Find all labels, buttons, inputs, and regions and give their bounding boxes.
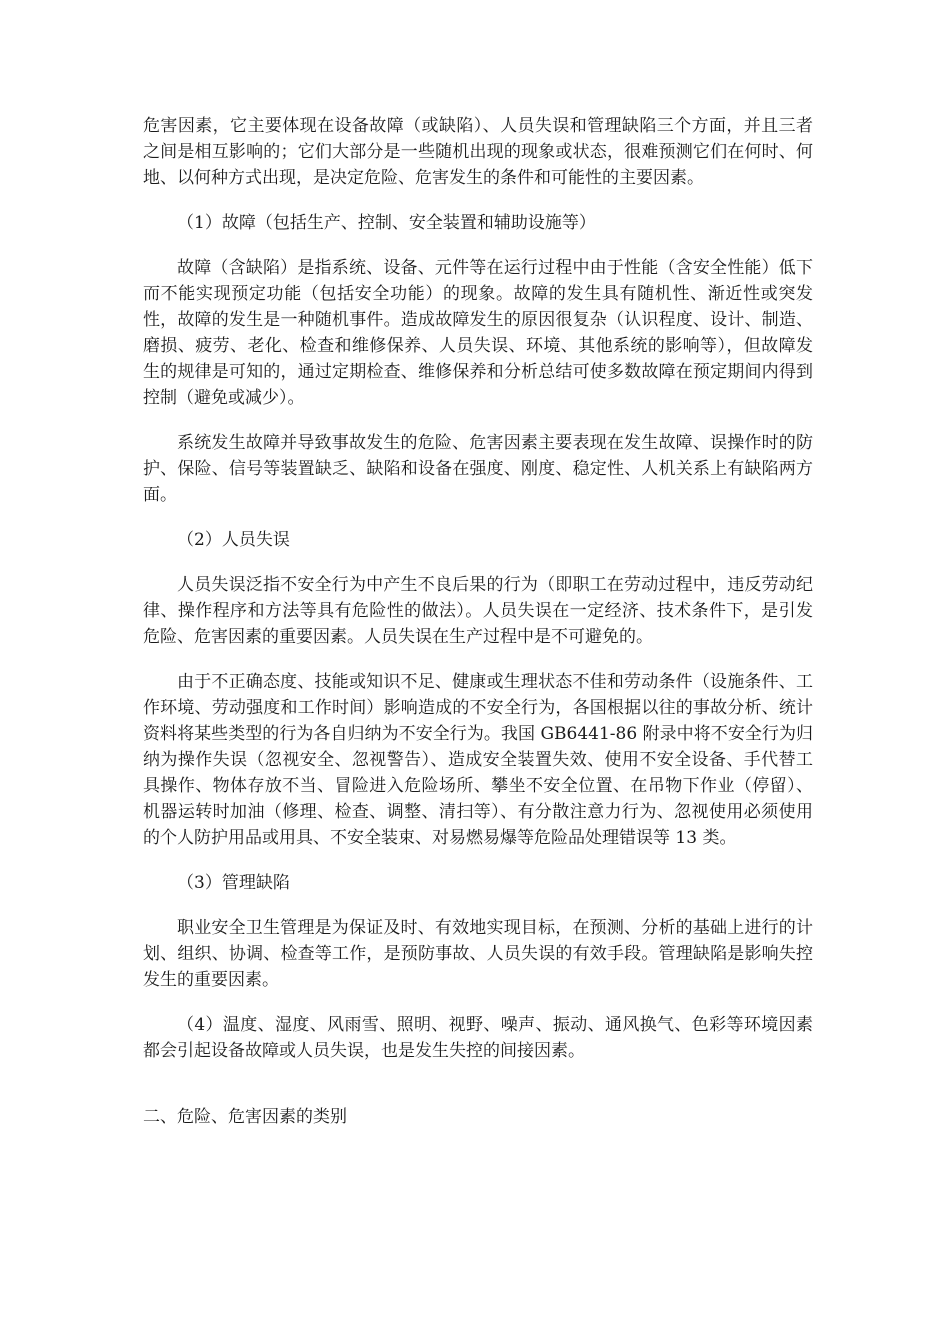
paragraph-fault-definition: 故障（含缺陷）是指系统、设备、元件等在运行过程中由于性能（含安全性能）低下而不能实现预定功能（包括安全功能）的现象。故障的发生具有随机性、渐近性或突发性，故障的发生是一种随机事件。造成故障发生的原因很复杂（认识程度、设计、制造、磨损、疲劳、老化、检查和维修保养、人员失误、环境、其他系统的影响等），但故障发生的规律是可知的，通过定期检查、维修保养和分析总结可使多数故障在预定期间内得到控制（避免或减少）。 [143, 258, 813, 408]
paragraph-environment: （4）温度、湿度、风雨雪、照明、视野、噪声、振动、通风换气、色彩等环境因素都会引起设备故障或人员失误，也是发生失控的间接因素。 [143, 1015, 813, 1061]
paragraph-fault-hazards: 系统发生故障并导致事故发生的危险、危害因素主要表现在发生故障、误操作时的防护、保险、信号等装置缺乏、缺陷和设备在强度、刚度、稳定性、人机关系上有缺陷两方面。 [143, 433, 813, 505]
document-body [143, 113, 813, 1149]
subheading-human-error: （2）人员失误 [177, 530, 290, 550]
section-title-hazard-categories: 二、危险、危害因素的类别 [143, 1107, 347, 1127]
paragraph-continuation: 危害因素，它主要体现在设备故障（或缺陷）、人员失误和管理缺陷三个方面，并且三者之间是相互影响的；它们大部分是一些随机出现的现象或状态，很难预测它们在何时、何地、以何种方式出现，是决定危险、危害发生的条件和可能性的主要因素。 [143, 116, 813, 188]
subheading-management-defect: （3）管理缺陷 [177, 873, 290, 893]
paragraph-unsafe-behavior: 由于不正确态度、技能或知识不足、健康或生理状态不佳和劳动条件（设施条件、工作环境、劳动强度和工作时间）影响造成的不安全行为，各国根据以往的事故分析、统计资料将某些类型的行为各自归纳为不安全行为。我国 GB6441-86 附录中将不安全行为归纳为操作失误（忽视安全、忽视警告）、造成安全装置失效、使用不安全设备、手代替工具操作、物体存放不当、冒险进入危险场所、攀坐不安全位置、在吊物下作业（停留）、机器运转时加油（修理、检查、调整、清扫等）、有分散注意力行为、忽视使用必须使用的个人防护用品或用具、不安全装束、对易燃易爆等危险品处理错误等 13 类。 [143, 672, 813, 848]
subheading-fault: （1）故障（包括生产、控制、安全装置和辅助设施等） [177, 213, 596, 233]
paragraph-human-error-definition: 人员失误泛指不安全行为中产生不良后果的行为（即职工在劳动过程中，违反劳动纪律、操作程序和方法等具有危险性的做法）。人员失误在一定经济、技术条件下，是引发危险、危害因素的重要因素。人员失误在生产过程中是不可避免的。 [143, 575, 813, 647]
paragraph-management: 职业安全卫生管理是为保证及时、有效地实现目标，在预测、分析的基础上进行的计划、组织、协调、检查等工作，是预防事故、人员失误的有效手段。管理缺陷是影响失控发生的重要因素。 [143, 918, 813, 990]
